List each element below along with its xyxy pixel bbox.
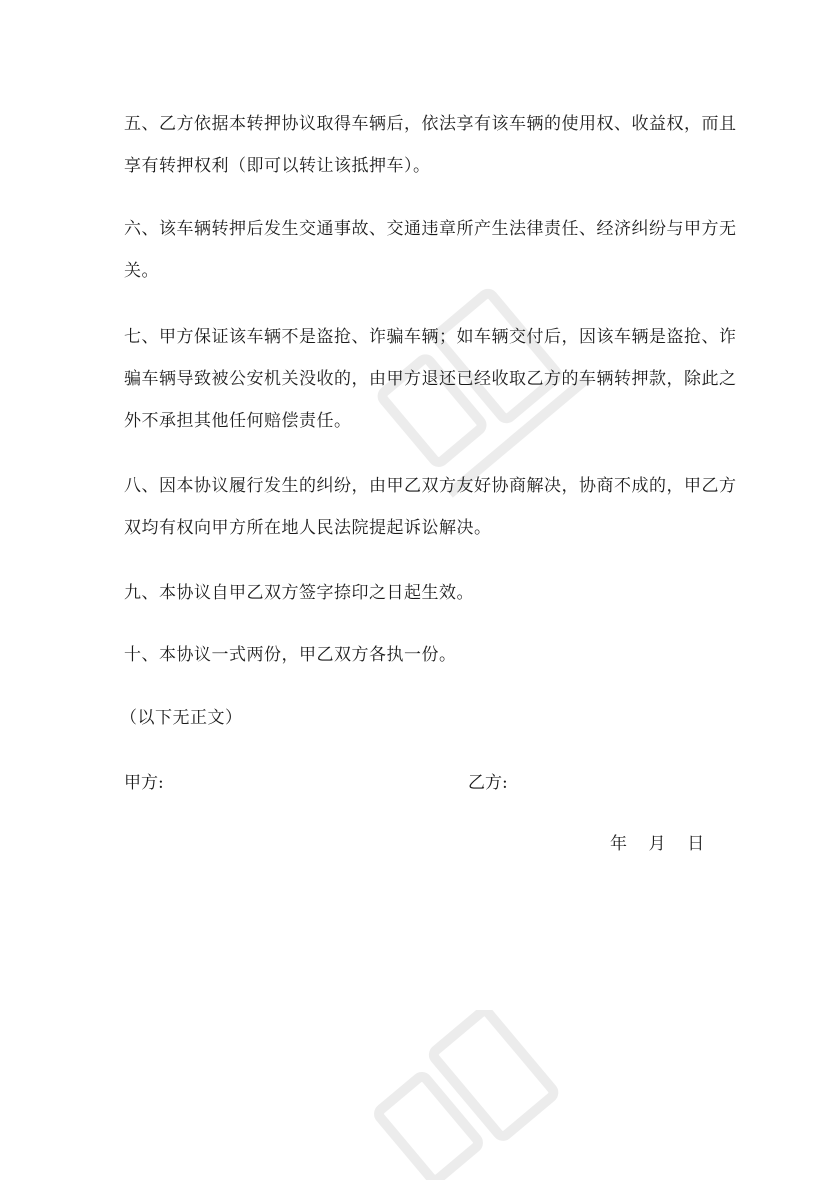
clause-6 (124, 208, 737, 292)
clause-10 (124, 634, 714, 676)
clause-line: 五、乙方依据本转押协议取得车辆后，依法享有该车辆的使用权、收益权，而且 (124, 114, 737, 134)
party-a-signature-label: 甲方: (124, 773, 164, 793)
clause-8 (124, 465, 737, 549)
clause-line: 六、该车辆转押后发生交通事故、交通违章所产生法律责任、经济纠纷与甲方无 (124, 219, 737, 239)
clause-7 (124, 316, 737, 442)
end-note-text: （以下无正文） (120, 708, 243, 728)
signature-date: 年 月 日 (610, 834, 705, 854)
watermark-logo (360, 1010, 580, 1180)
clause-line: 十、本协议一式两份，甲乙双方各执一份。 (124, 645, 457, 665)
clause-5 (124, 103, 737, 187)
party-b-signature-label: 乙方: (468, 773, 508, 793)
clause-line: 关。 (124, 261, 159, 281)
clause-line: 七、甲方保证该车辆不是盗抢、诈骗车辆；如车辆交付后，因该车辆是盗抢、诈 (124, 327, 737, 347)
clause-line: 九、本协议自甲乙双方签字捺印之日起生效。 (124, 583, 474, 603)
clause-line: 骗车辆导致被公安机关没收的，由甲方退还已经收取乙方的车辆转押款，除此之 (124, 369, 737, 389)
clause-line: 八、因本协议履行发生的纠纷，由甲乙双方友好协商解决，协商不成的，甲乙方 (124, 476, 737, 496)
clause-line: 外不承担其他任何赔偿责任。 (124, 411, 352, 431)
clause-line: 享有转押权利（即可以转让该抵押车）。 (124, 156, 431, 176)
clause-9 (124, 572, 714, 614)
clause-line: 双均有权向甲方所在地人民法院提起诉讼解决。 (124, 518, 492, 538)
end-note (120, 697, 710, 739)
